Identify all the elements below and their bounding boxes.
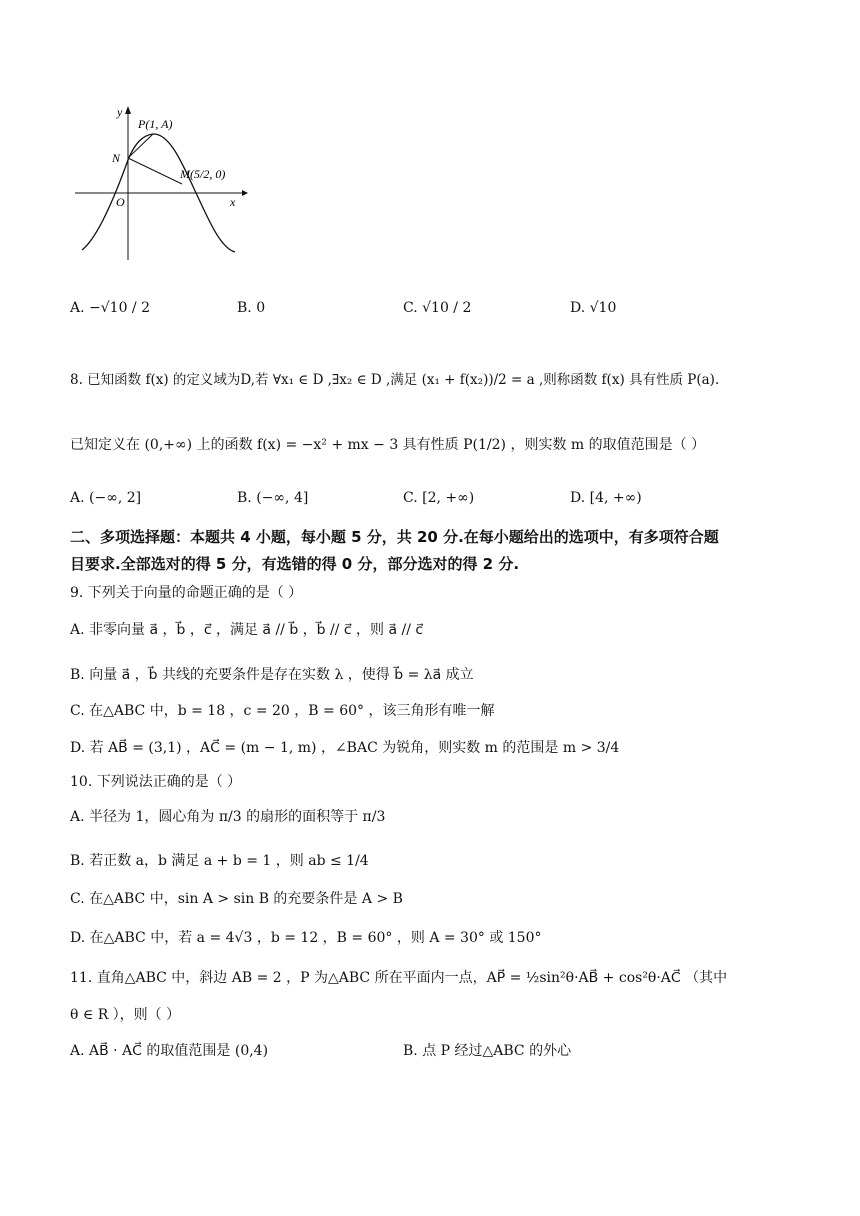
label-origin: O — [116, 195, 125, 209]
q11-option-b: B. 点 P 经过△ABC 的外心 — [403, 1043, 572, 1059]
section2-heading-line1: 二、多项选择题：本题共 4 小题，每小题 5 分，共 20 分.在每小题给出的选项中，有多项符合题 — [70, 528, 719, 546]
q10-stem: 10. 下列说法正确的是（ ） — [70, 774, 242, 790]
q9-option-d: D. 若 AB⃗ = (3,1) ，AC⃗ = (m − 1, m) ，∠BAC 为锐角，则实数 m 的范围是 m > 3/4 — [70, 740, 620, 756]
y-axis-arrow — [125, 106, 131, 114]
q8-line1: 8. 已知函数 f(x) 的定义域为D,若 ∀x₁ ∈ D ,∃x₂ ∈ D ,满足 (x₁ + f(x₂))/2 = a ,则称函数 f(x) 具有性质 P(a). — [70, 372, 720, 388]
q9-option-c: C. 在△ABC 中，b = 18 ，c = 20 ，B = 60° ，该三角形有唯一解 — [70, 703, 495, 719]
q7-option-a: A. −√10 / 2 — [70, 300, 151, 316]
q8-option-a: A. (−∞, 2] — [70, 490, 142, 506]
q11-option-a: A. AB⃗ · AC⃗ 的取值范围是 (0,4) — [70, 1043, 269, 1059]
label-p: P(1, A) — [138, 117, 173, 131]
label-n: N — [112, 151, 121, 165]
q9-stem: 9. 下列关于向量的命题正确的是（ ） — [70, 585, 303, 601]
q10-option-b: B. 若正数 a，b 满足 a + b = 1 ，则 ab ≤ 1/4 — [70, 853, 369, 869]
q11-line1: 11. 直角△ABC 中，斜边 AB = 2 ，P 为△ABC 所在平面内一点，AP⃗ = ½sin²θ·AB⃗ + cos²θ·AC⃗ （其中 — [70, 970, 728, 986]
q8-option-d: D. [4, +∞) — [570, 490, 642, 506]
q9-option-b: B. 向量 a⃗ ，b⃗ 共线的充要条件是存在实数 λ ，使得 b⃗ = λa⃗ 成立 — [70, 667, 474, 683]
q10-option-d: D. 在△ABC 中，若 a = 4√3 ，b = 12 ，B = 60° ，则 A = 30° 或 150° — [70, 930, 542, 946]
q7-option-c: C. √10 / 2 — [403, 300, 472, 316]
segment-nm — [128, 158, 182, 184]
function-graph — [70, 100, 250, 265]
q8-option-b: B. (−∞, 4] — [237, 490, 309, 506]
q8-line2: 已知定义在 (0,+∞) 上的函数 f(x) = −x² + mx − 3 具有性质 P(1/2) ，则实数 m 的取值范围是（ ） — [70, 437, 706, 453]
segment-np — [128, 134, 153, 158]
label-m: M(5/2, 0) — [180, 167, 226, 181]
x-axis-arrow — [242, 190, 248, 196]
q10-option-c: C. 在△ABC 中，sin A > sin B 的充要条件是 A > B — [70, 891, 403, 907]
q11-line2: θ ∈ R ），则（ ） — [70, 1007, 181, 1023]
section2-heading-line2: 目要求.全部选对的得 5 分，有选错的得 0 分，部分选对的得 2 分. — [70, 555, 520, 573]
label-y: y — [117, 105, 123, 119]
label-x: x — [230, 195, 236, 209]
q7-option-d: D. √10 — [570, 300, 617, 316]
q9-option-a: A. 非零向量 a⃗ ，b⃗ ，c⃗ ，满足 a⃗ // b⃗ ，b⃗ // c⃗ ，则 a⃗ // c⃗ — [70, 622, 424, 638]
q10-option-a: A. 半径为 1，圆心角为 π/3 的扇形的面积等于 π/3 — [70, 809, 386, 825]
q7-option-b: B. 0 — [237, 300, 266, 316]
q8-option-c: C. [2, +∞) — [403, 490, 475, 506]
